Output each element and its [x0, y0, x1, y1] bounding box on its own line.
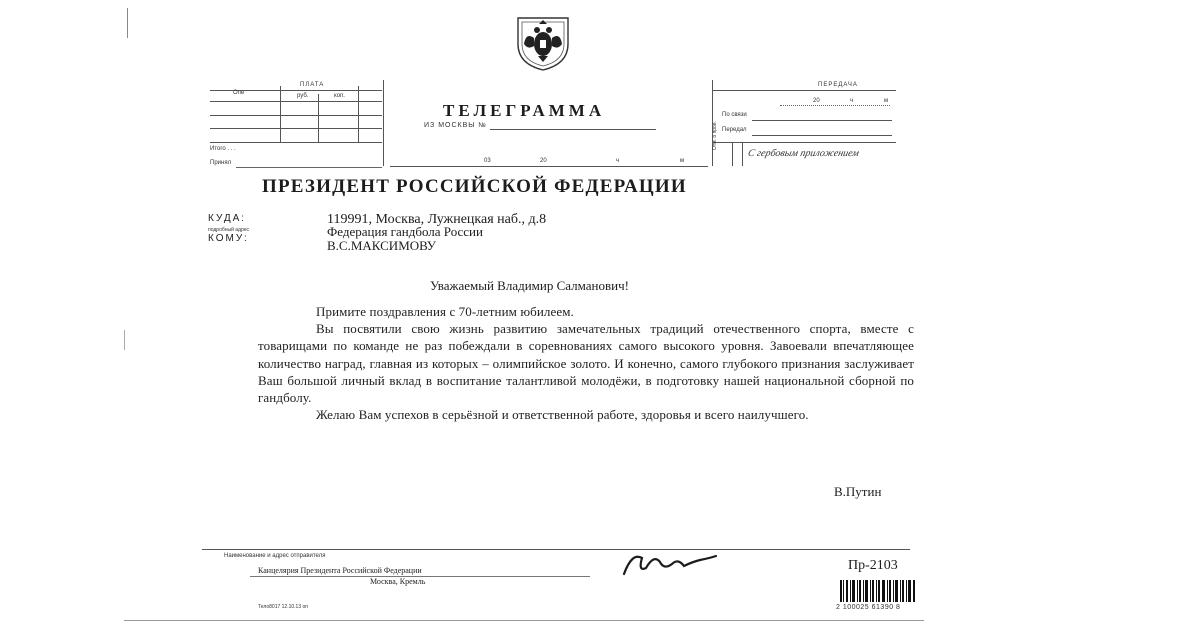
letter-paragraph: Вы посвятили свою жизнь развитию замечательных традиций отечественного спорта, вместе с товарищами по команде не раз побеждали в соревнованиях самого высокого уровня. Завоевали впечатляющее количество наград, главная из которых – олимпийское золото. И конечно, самого глубокого признания заслуживает Ваш большой личный вклад в воспитание талантливой молодёжи, в подготовку нашей национальной сборной по гандболу.	[258, 321, 914, 406]
itogo-label: Итого . . .	[210, 146, 236, 152]
print-stamp: Тело8017 12.10.13 оп	[258, 604, 308, 610]
form-line	[358, 86, 359, 142]
form-line	[712, 90, 896, 91]
date-field: 20	[540, 158, 547, 164]
ops-label: Опе	[233, 90, 245, 96]
letter-body	[258, 303, 914, 423]
plata-label: ПЛАТА	[300, 82, 325, 88]
stamp-vertical-label: Отм. о пров.	[712, 121, 718, 150]
form-line	[712, 142, 896, 143]
form-line	[210, 115, 382, 116]
sender-caption: Наименование и адрес отправителя	[224, 553, 326, 559]
transmit-date-field: м	[884, 98, 889, 104]
form-line	[742, 142, 743, 166]
barcode	[840, 580, 916, 602]
peredacha-label: ПЕРЕДАЧА	[818, 82, 858, 88]
barcode-number: 2 100025 61390 8	[836, 604, 901, 611]
coat-of-arms-emblem	[510, 14, 576, 72]
form-line	[210, 128, 382, 129]
recipient-name: В.С.МАКСИМОВУ	[327, 238, 436, 253]
komu-label: КОМУ:	[208, 233, 249, 244]
scan-edge-line	[127, 8, 128, 38]
date-field: ч	[616, 158, 620, 164]
podrobny-label: подробный адрес	[208, 227, 250, 233]
document-number: Пр-2103	[848, 558, 898, 573]
sender-line-2: Москва, Кремль	[370, 577, 426, 586]
date-field: 03	[484, 158, 491, 164]
address-line-2: Федерация гандбола России	[327, 224, 483, 239]
rub-label: руб.	[297, 93, 309, 99]
po-svyazi-label: По связи	[722, 112, 747, 118]
prinyal-underline	[236, 167, 382, 168]
form-line	[383, 80, 384, 166]
kop-label: коп.	[334, 93, 345, 99]
transmit-date-field: 20	[813, 98, 820, 104]
form-line	[280, 86, 281, 142]
form-line	[210, 142, 382, 143]
prinyal-label: Принял	[210, 160, 232, 166]
letter-signature: В.Путин	[834, 484, 882, 499]
transmit-date-field: ч	[850, 98, 854, 104]
form-line	[752, 120, 892, 121]
date-field: м	[680, 158, 685, 164]
footer-top-line	[202, 549, 910, 550]
sender-title: ПРЕЗИДЕНТ РОССИЙСКОЙ ФЕДЕРАЦИИ	[262, 176, 687, 197]
form-line	[210, 101, 382, 102]
sender-line-1: Канцелярия Президента Российской Федерации	[258, 566, 422, 575]
letter-paragraph: Примите поздравления с 70-летним юбилеем.	[316, 304, 574, 319]
letter-paragraph: Желаю Вам успехов в серьёзной и ответственной работе, здоровья и всего наилучшего.	[316, 407, 809, 423]
handwritten-note: С гербовым приложением	[746, 148, 860, 159]
form-line	[752, 135, 892, 136]
telegram-number-line	[490, 129, 656, 130]
telegram-title: ТЕЛЕГРАММА	[443, 101, 606, 120]
footer-bottom-line	[124, 620, 924, 621]
letter-greeting: Уважаемый Владимир Салманович!	[430, 278, 629, 293]
scan-edge-line	[124, 330, 125, 350]
form-line	[318, 94, 319, 142]
peredal-label: Передал	[722, 127, 747, 133]
address-line-1: 119991, Москва, Лужнецкая наб., д.8	[327, 212, 547, 227]
kuda-label: КУДА:	[208, 213, 247, 224]
telegram-from-label: ИЗ МОСКВЫ №	[424, 122, 487, 129]
form-line	[780, 105, 890, 106]
sender-underline	[250, 576, 590, 577]
form-line	[732, 142, 733, 166]
date-line	[390, 166, 708, 167]
handwritten-signature	[620, 544, 720, 580]
